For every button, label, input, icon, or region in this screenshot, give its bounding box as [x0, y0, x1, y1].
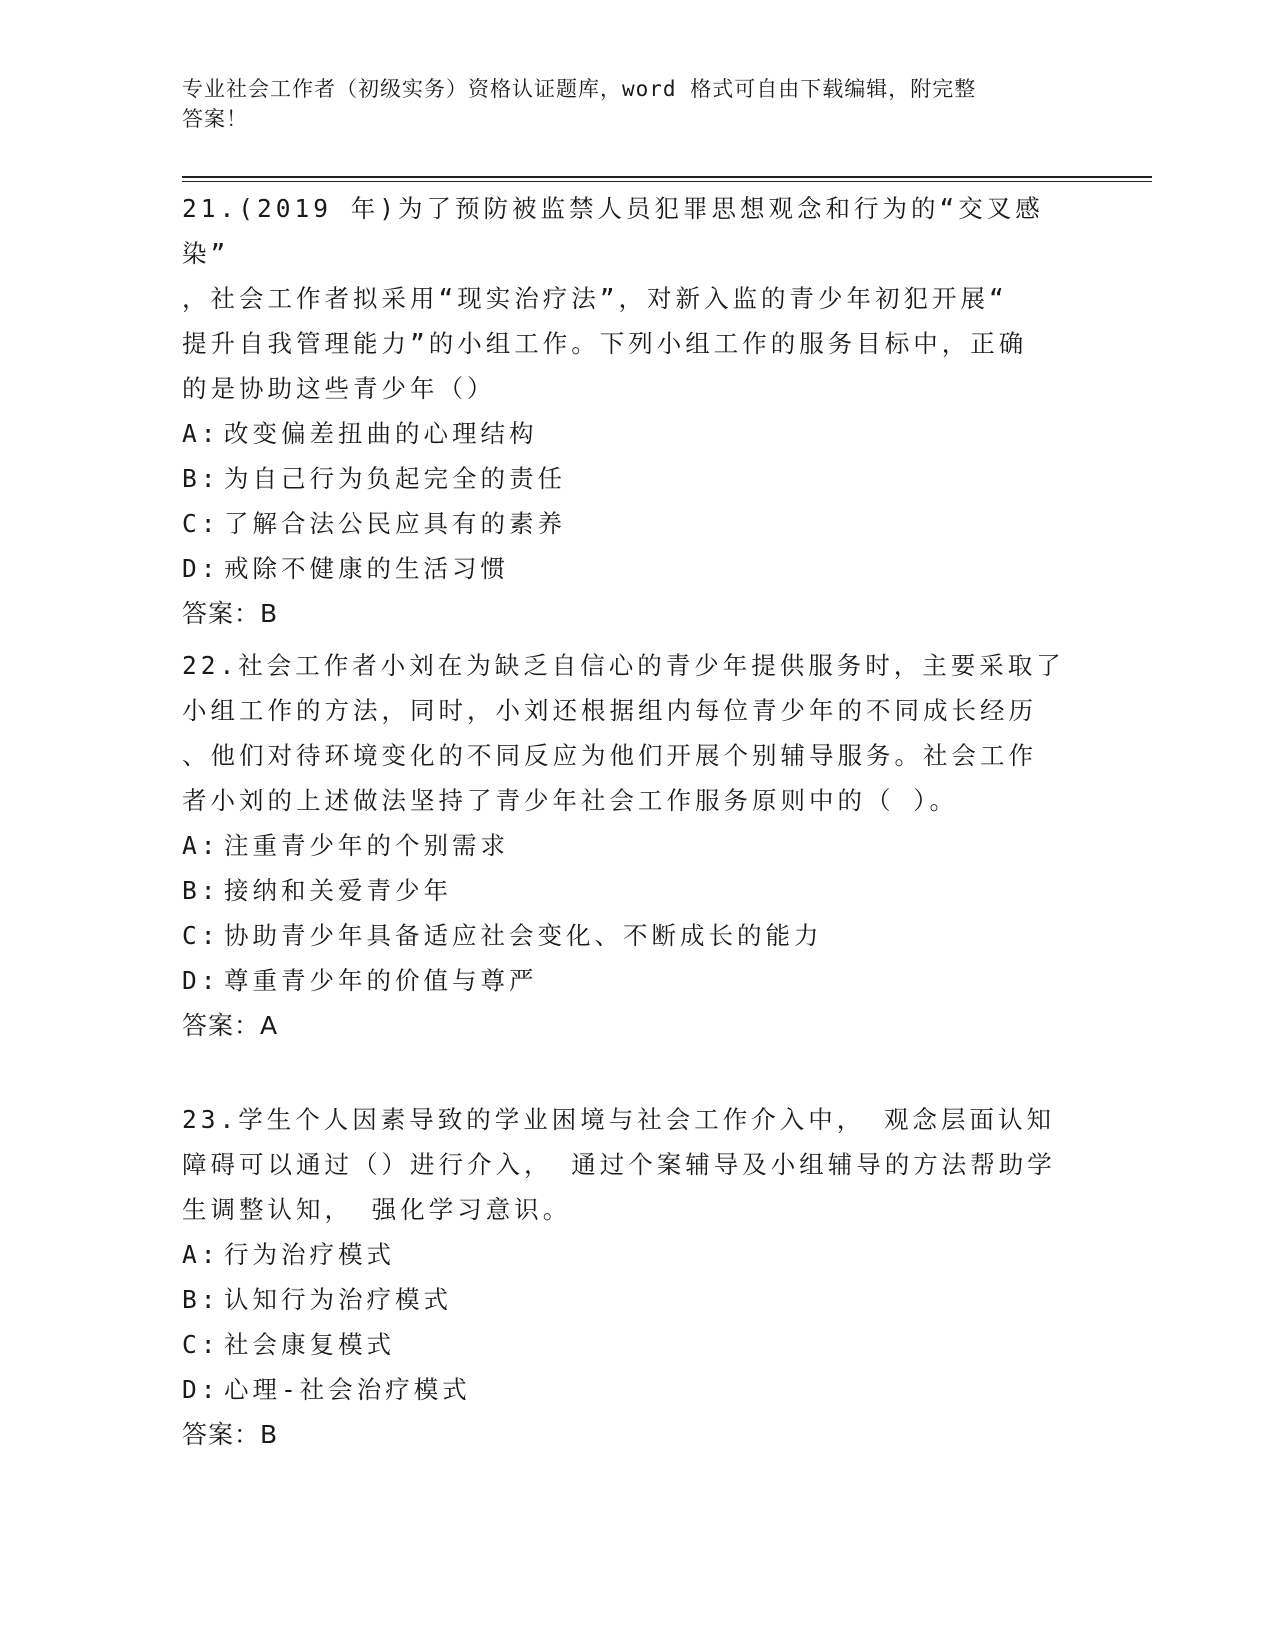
option-b: [182, 868, 1082, 913]
option-letter: B:: [182, 1285, 220, 1314]
option-letter: D:: [182, 966, 220, 995]
option-text: 社会康复模式: [224, 1330, 395, 1359]
option-text: 行为治疗模式: [224, 1240, 395, 1269]
header-line-1: 专业社会工作者（初级实务）资格认证题库，word 格式可自由下载编辑，附完整: [182, 77, 977, 101]
question-stem-line: ，社会工作者拟采用“现实治疗法”，对新入监的青少年初犯开展“: [182, 284, 1008, 313]
option-letter: B:: [182, 464, 220, 493]
option-d: [182, 546, 1082, 591]
header-divider-thick: [182, 176, 1152, 178]
question-stem-line: 21.(2019 年)为了预防被监禁人员犯罪思想观念和行为的“交叉感染”: [182, 194, 1044, 268]
question-22: [182, 643, 1082, 1048]
option-letter: A:: [182, 1240, 220, 1269]
header-line-2: 答案！: [182, 107, 248, 131]
question-stem-line: 22.社会工作者小刘在为缺乏自信心的青少年提供服务时，主要采取了: [182, 651, 1065, 680]
option-letter: A:: [182, 419, 220, 448]
option-letter: D:: [182, 1375, 220, 1404]
option-a: [182, 1232, 1082, 1277]
option-letter: C:: [182, 509, 220, 538]
question-stem-line: 的是协助这些青少年（）: [182, 374, 496, 403]
option-d: [182, 958, 1082, 1003]
question-stem-line: 提升自我管理能力”的小组工作。下列小组工作的服务目标中，正确: [182, 329, 1028, 358]
option-c: [182, 913, 1082, 958]
question-stem-line: 障碍可以通过（）进行介入， 通过个案辅导及小组辅导的方法帮助学: [182, 1150, 1056, 1179]
question-stem-line: 23.学生个人因素导致的学业困境与社会工作介入中， 观念层面认知: [182, 1105, 1055, 1134]
option-b: [182, 456, 1082, 501]
answer-line: 答案：A: [182, 1011, 279, 1040]
option-d: [182, 1367, 1082, 1412]
option-letter: A:: [182, 831, 220, 860]
option-text: 注重青少年的个别需求: [224, 831, 509, 860]
question-stem-line: 者小刘的上述做法坚持了青少年社会工作服务原则中的（ ）。: [182, 786, 958, 815]
answer-line: 答案：B: [182, 599, 279, 628]
option-a: [182, 823, 1082, 868]
option-text: 戒除不健康的生活习惯: [224, 554, 509, 583]
answer-line: 答案：B: [182, 1420, 279, 1449]
option-letter: D:: [182, 554, 220, 583]
option-text: 认知行为治疗模式: [224, 1285, 452, 1314]
question-stem-line: 小组工作的方法，同时，小刘还根据组内每位青少年的不同成长经历: [182, 696, 1037, 725]
option-text: 心理-社会治疗模式: [224, 1375, 471, 1404]
option-letter: B:: [182, 876, 220, 905]
option-text: 尊重青少年的价值与尊严: [224, 966, 538, 995]
question-stem-line: 、他们对待环境变化的不同反应为他们开展个别辅导服务。社会工作: [182, 741, 1037, 770]
option-b: [182, 1277, 1082, 1322]
document-header: [182, 74, 1062, 134]
option-text: 接纳和关爱青少年: [224, 876, 452, 905]
option-text: 了解合法公民应具有的素养: [224, 509, 566, 538]
option-c: [182, 1322, 1082, 1367]
header-divider-thin: [182, 181, 1152, 182]
option-text: 改变偏差扭曲的心理结构: [224, 419, 538, 448]
option-text: 为自己行为负起完全的责任: [224, 464, 566, 493]
option-c: [182, 501, 1082, 546]
option-letter: C:: [182, 921, 220, 950]
question-stem-line: 生调整认知， 强化学习意识。: [182, 1195, 572, 1224]
question-21: [182, 186, 1082, 636]
option-a: [182, 411, 1082, 456]
question-23: [182, 1097, 1082, 1457]
option-text: 协助青少年具备适应社会变化、不断成长的能力: [224, 921, 823, 950]
option-letter: C:: [182, 1330, 220, 1359]
